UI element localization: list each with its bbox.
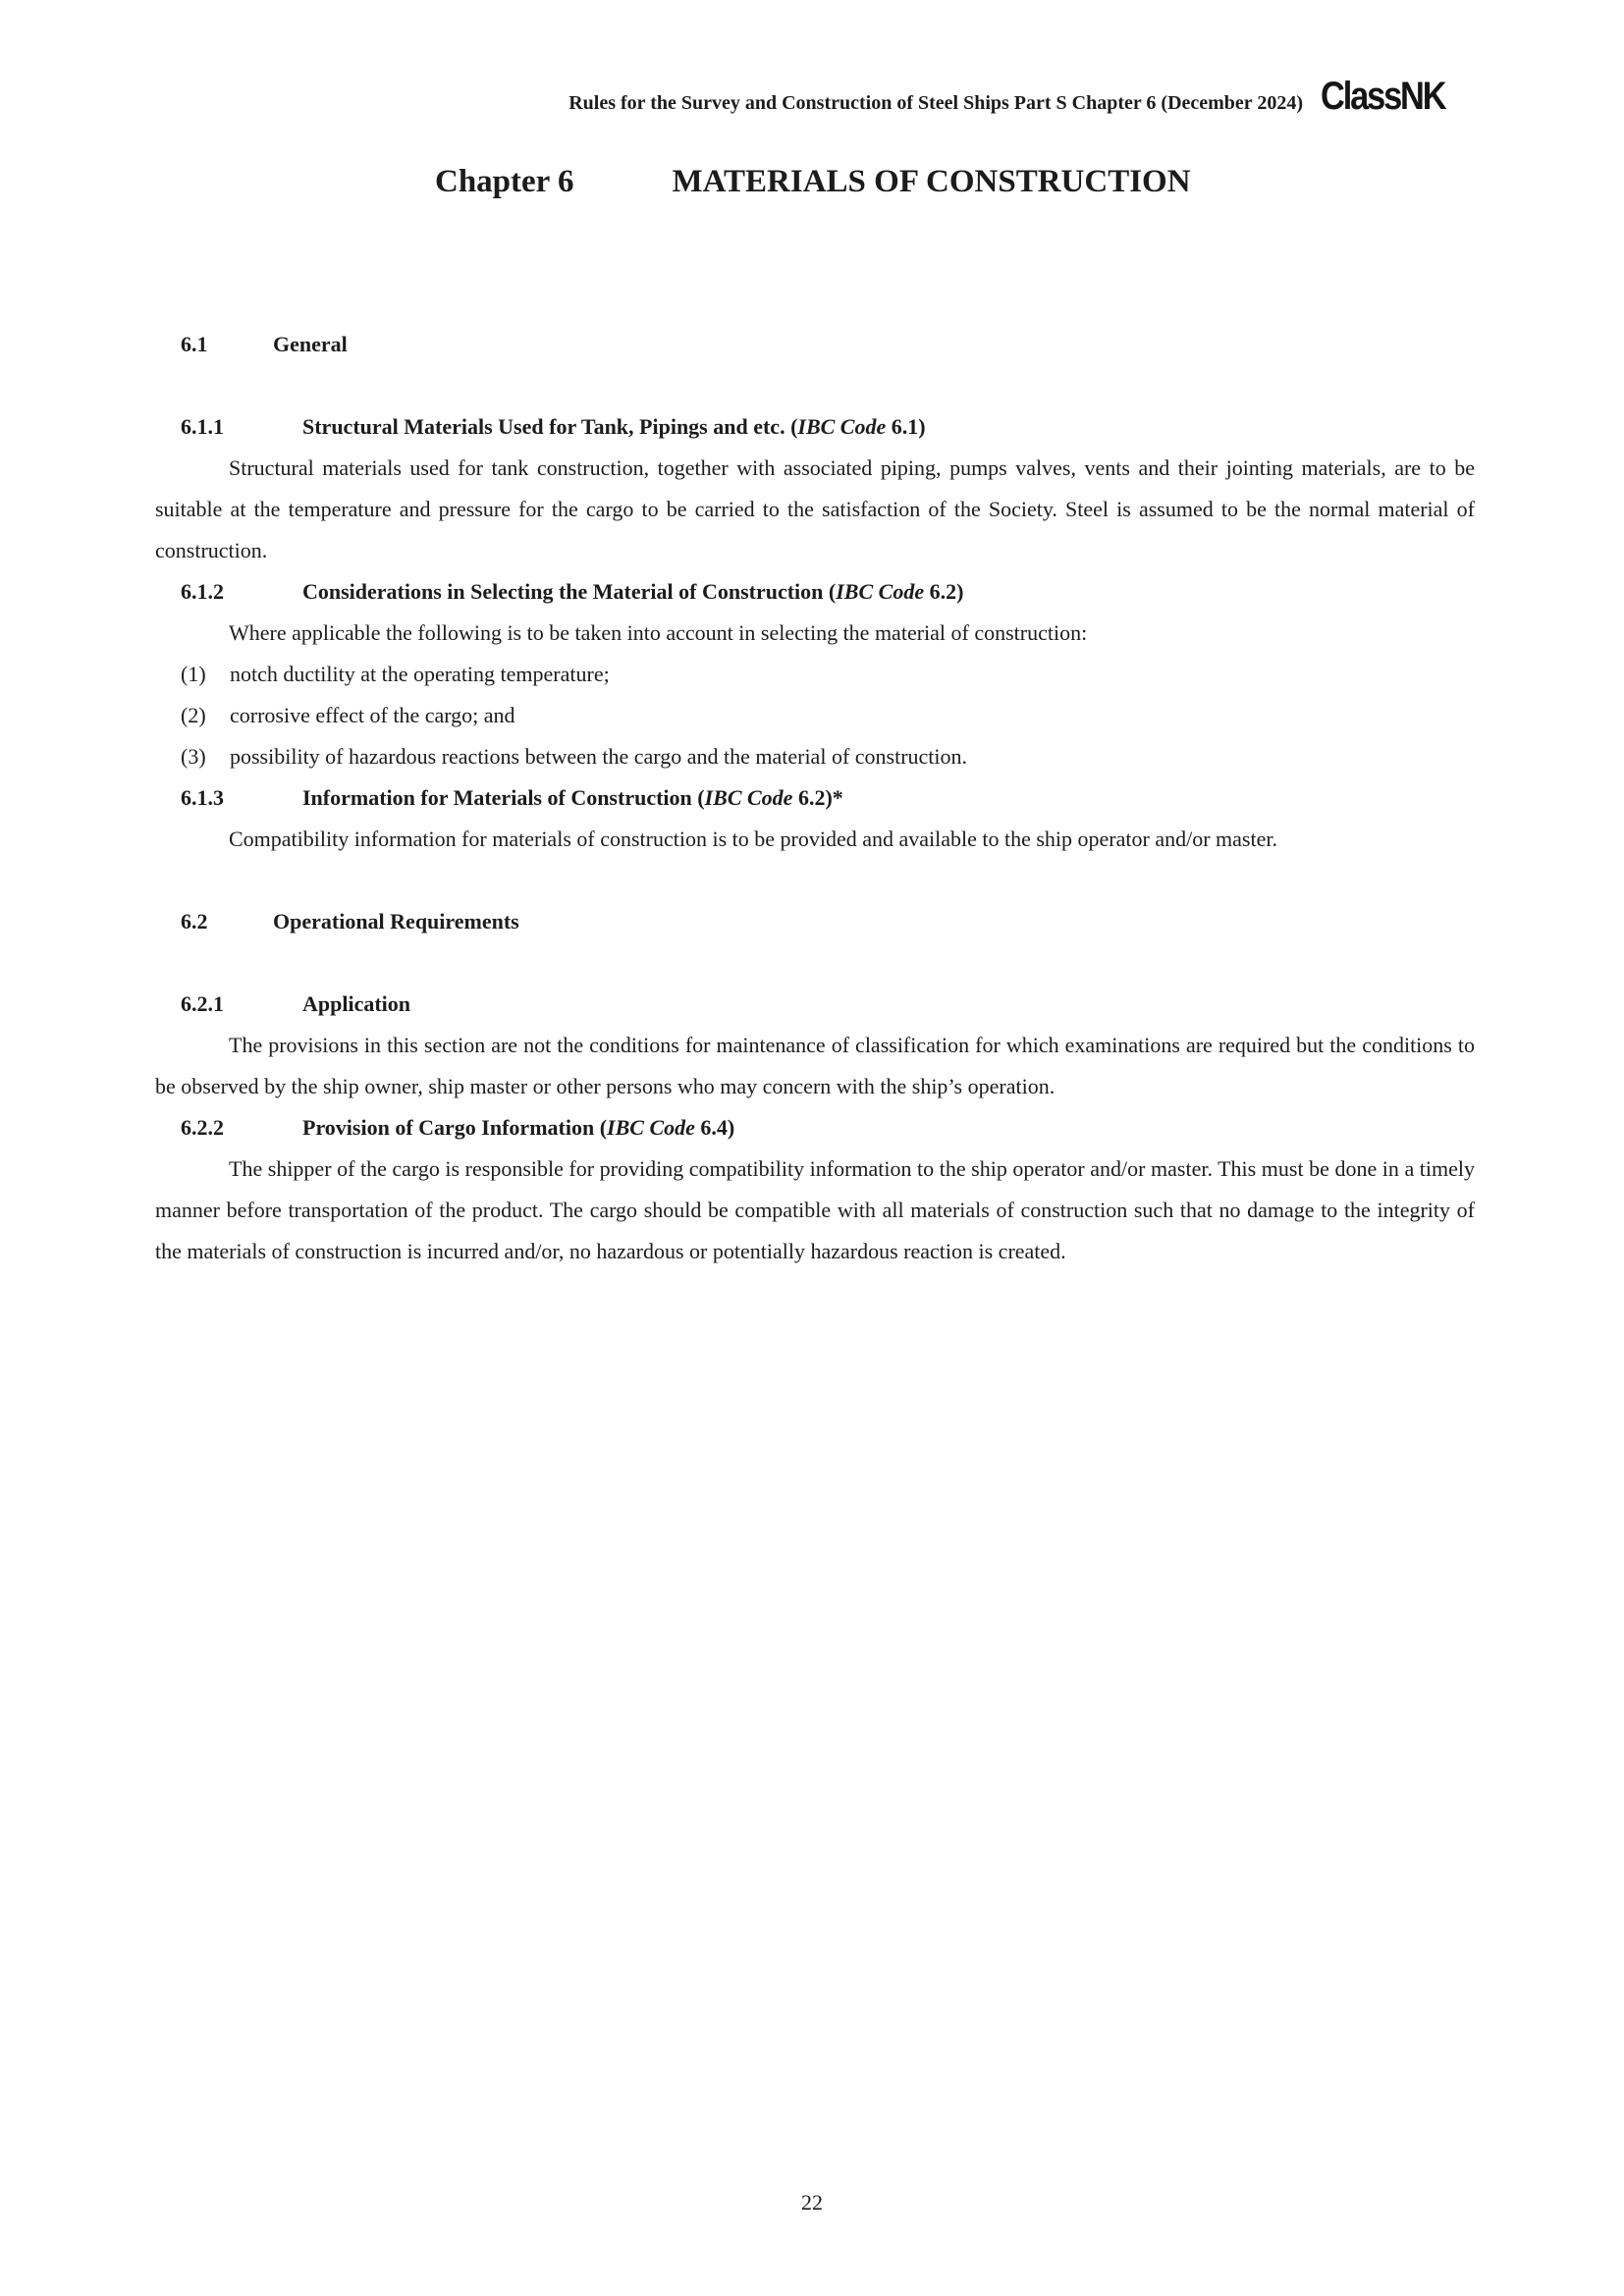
section-title <box>302 1115 734 1140</box>
paragraph-6-2-2: The shipper of the cargo is responsible for providing compatibility information to the ship operator and/or master. This must be done in a timely manner before transportation of the product. The cargo should be compatible with all materials of construction such that no damage to the integrity of the materials of construction is incurred and/or, no hazardous or potentially hazardous reaction is created. <box>155 1156 1475 1263</box>
section-6-1-3-heading <box>181 777 1475 819</box>
list-item-text: possibility of hazardous reactions between the cargo and the material of construction. <box>230 744 968 769</box>
content-body <box>155 324 1475 1272</box>
paragraph-6-1-2-intro: Where applicable the following is to be taken into account in selecting the material of construction: <box>229 620 1088 645</box>
list-item <box>181 695 1475 736</box>
chapter-title: MATERIALS OF CONSTRUCTION <box>672 164 1191 199</box>
list-item-label: (3) <box>181 744 206 769</box>
section-number: 6.1.1 <box>181 414 224 439</box>
title-italic-ref: IBC Code <box>797 414 887 439</box>
paragraph-6-1-1: Structural materials used for tank construction, together with associated piping, pumps valves, vents and their jointing materials, are to be suitable at the temperature and pressure for the cargo to be carried to the satisfaction of the Society. Steel is assumed to be the normal material of construction. <box>155 455 1475 562</box>
section-title: General <box>273 332 348 356</box>
chapter-heading <box>435 163 1191 200</box>
list-item-text: notch ductility at the operating temperature; <box>230 662 610 686</box>
section-title <box>302 414 926 439</box>
list-item-text: corrosive effect of the cargo; and <box>230 703 515 727</box>
page-number: 22 <box>801 2190 823 2215</box>
title-text: Provision of Cargo Information ( <box>302 1115 608 1140</box>
list-item-label: (1) <box>181 662 206 686</box>
section-number: 6.1 <box>181 332 208 356</box>
title-text: Information for Materials of Construction ( <box>302 785 705 810</box>
paragraph-6-1-3: Compatibility information for materials of construction is to be provided and available to the ship operator and/or master. <box>229 827 1277 851</box>
section-number: 6.1.3 <box>181 785 224 810</box>
running-title: Rules for the Survey and Construction of Steel Ships Part S Chapter 6 (December 2024) <box>568 92 1303 114</box>
section-number: 6.2 <box>181 909 208 934</box>
section-number: 6.1.2 <box>181 579 224 604</box>
section-6-2-1-heading <box>181 984 1475 1025</box>
section-title: Operational Requirements <box>273 909 519 934</box>
title-ref-number: 6.1) <box>886 414 926 439</box>
title-italic-ref: IBC Code <box>607 1115 695 1140</box>
list-item-label: (2) <box>181 703 206 727</box>
page-header <box>568 77 1465 116</box>
section-title <box>302 579 963 604</box>
section-6-1-2-heading <box>181 571 1475 613</box>
title-italic-ref: IBC Code <box>836 579 925 604</box>
section-number: 6.2.1 <box>181 991 224 1016</box>
paragraph-6-2-1: The provisions in this section are not the conditions for maintenance of classification for which examinations are required but the conditions to be observed by the ship owner, ship master or other persons who may concern with the ship’s operation. <box>155 1033 1475 1098</box>
section-6-1-1-heading <box>181 406 1475 448</box>
list-item <box>181 736 1475 777</box>
title-text: Structural Materials Used for Tank, Pipings and etc. ( <box>302 414 798 439</box>
section-title <box>302 785 843 810</box>
classnk-logo: ClassNK <box>1320 75 1445 118</box>
section-6-2-heading <box>181 901 1475 942</box>
title-ref-number: 6.4) <box>694 1115 735 1140</box>
title-text: Considerations in Selecting the Material of Construction ( <box>302 579 837 604</box>
title-text: Application <box>302 991 411 1016</box>
section-6-2-2-heading <box>181 1107 1475 1148</box>
section-6-1-heading <box>181 324 1475 365</box>
title-ref-number: 6.2) <box>924 579 964 604</box>
title-ref-number: 6.2)* <box>792 785 843 810</box>
section-title <box>302 991 410 1016</box>
chapter-label: Chapter 6 <box>435 164 574 199</box>
section-number: 6.2.2 <box>181 1115 224 1140</box>
list-item <box>181 654 1475 695</box>
title-italic-ref: IBC Code <box>704 785 793 810</box>
